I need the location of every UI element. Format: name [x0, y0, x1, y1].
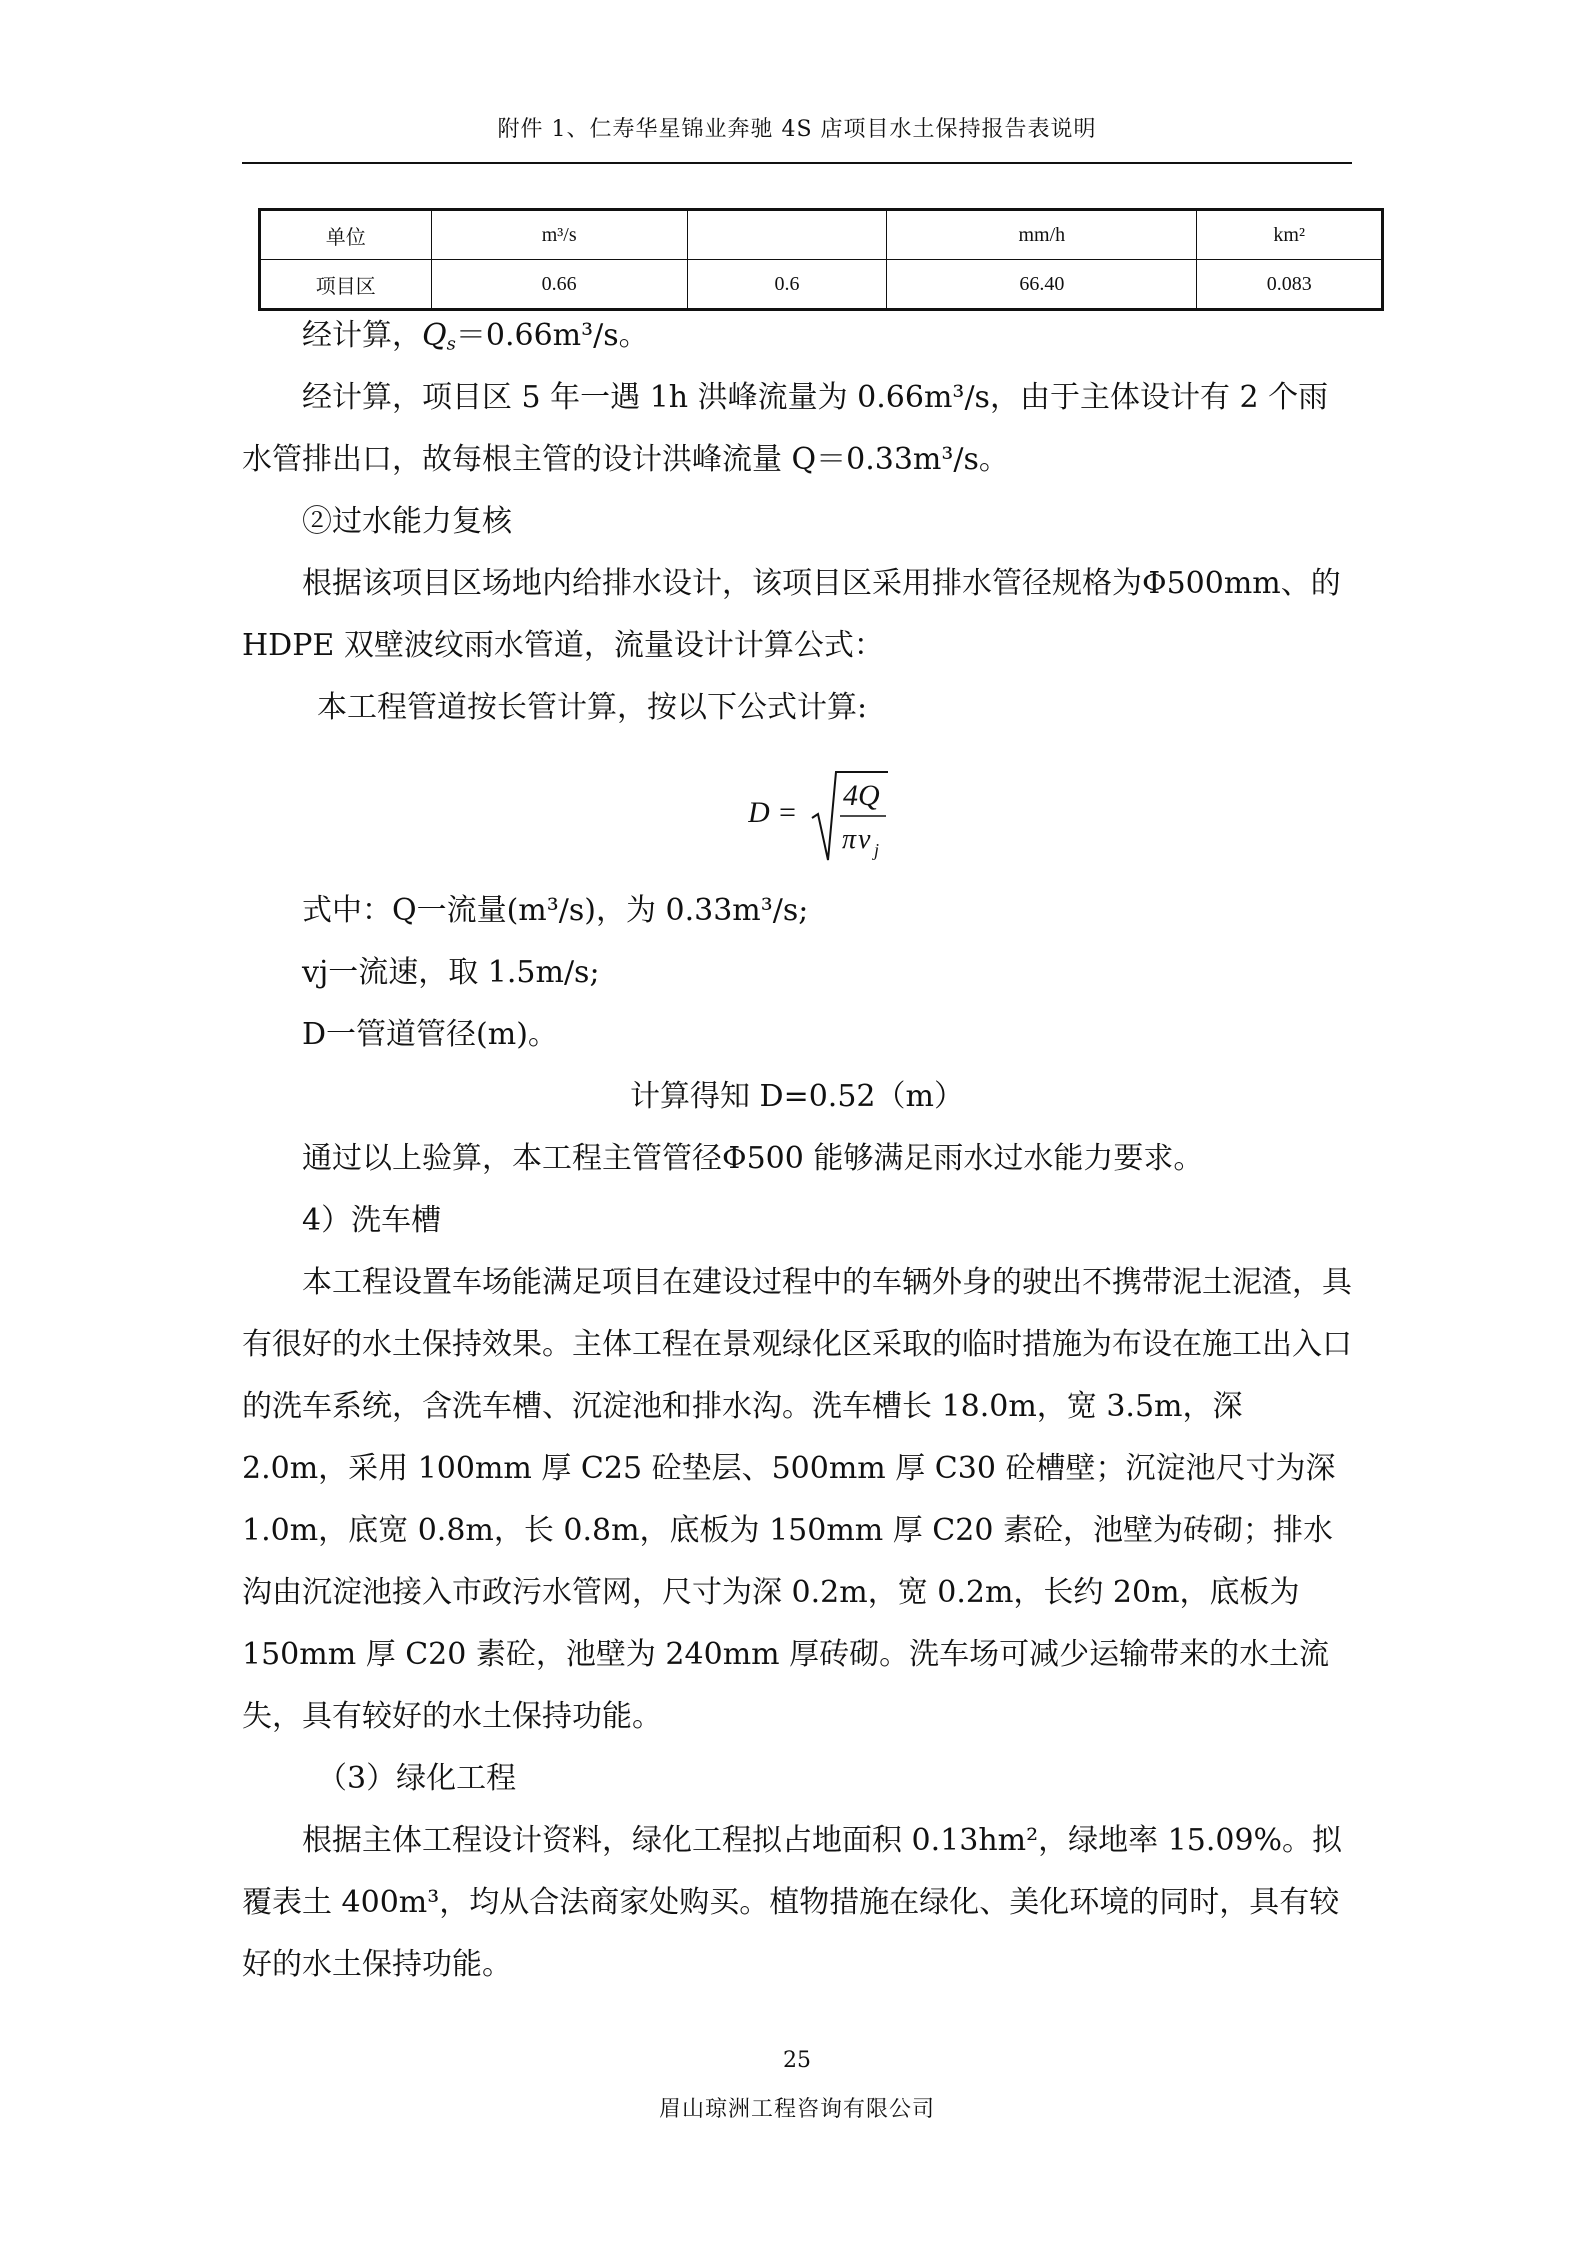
- table-cell: 0.66: [431, 260, 687, 310]
- table-cell: mm/h: [887, 210, 1197, 260]
- body-lower: [242, 880, 1352, 1996]
- formula-den-v: v: [858, 824, 871, 855]
- var-q: Q: [422, 318, 447, 353]
- table-cell: 66.40: [887, 260, 1197, 310]
- table-row: [260, 260, 1383, 310]
- paragraph-result-d: 计算得知 D=0.52（m）: [630, 1079, 964, 1114]
- text-span: ＝0.66m³/s。: [455, 318, 649, 353]
- paragraph-where-q: 式中：Q一流量(m³/s)，为 0.33m³/s;: [302, 893, 809, 928]
- formula-numerator: 4Q: [843, 779, 880, 812]
- table-cell: 0.6: [687, 260, 886, 310]
- table-cell: 项目区: [260, 260, 432, 310]
- var-q-subscript: s: [446, 333, 456, 355]
- paragraph-vj: vj一流速，取 1.5m/s;: [302, 955, 600, 990]
- paragraph-long-pipe: 本工程管道按长管计算，按以下公式计算:: [317, 690, 868, 725]
- table-cell: m³/s: [431, 210, 687, 260]
- paragraph-qs-result: [242, 305, 1352, 367]
- formula-den-subscript: j: [874, 840, 880, 860]
- table-cell: 0.083: [1197, 260, 1383, 310]
- section-heading-capacity-check: ②过水能力复核: [302, 504, 512, 539]
- formula-lhs: D =: [748, 796, 798, 829]
- section-heading-car-wash: 4）洗车槽: [302, 1203, 442, 1238]
- text-span: 经计算，: [302, 318, 422, 353]
- paragraph-verification: 通过以上验算，本工程主管管径Φ500 能够满足雨水过水能力要求。: [302, 1141, 1204, 1176]
- paragraph-greening: 根据主体工程设计资料，绿化工程拟占地面积 0.13hm²，绿地率 15.09%。拟覆表土 400m³，均从合法商家处购买。植物措施在绿化、美化环境的同时，具有较好的水土保持功能。: [242, 1823, 1343, 1982]
- formula-den-pi: π: [842, 824, 857, 855]
- body-upper: [242, 305, 1352, 739]
- header-rule: [242, 162, 1352, 164]
- pipe-diameter-formula: [748, 760, 908, 870]
- paragraph-car-wash: 本工程设置车场能满足项目在建设过程中的车辆外身的驶出不携带泥土泥渣，具有很好的水土保持效果。主体工程在景观绿化区采取的临时措施为布设在施工出入口的洗车系统，含洗车槽、沉淀池和排水沟。洗车槽长 18.0m，宽 3.5m，深 2.0m，采用 100mm 厚 C25 砼垫层、500mm 厚 C30 砼槽壁；沉淀池尺寸为深 1.0m，底宽 0.8m，长 0.8m，底板为 150mm 厚 C20 素砼，池壁为砖砌；排水沟由沉淀池接入市政污水管网，尺寸为深 0.2m，宽 0.2m，长约 20m，底板为 150mm 厚 C20 素砼，池壁为 240mm 厚砖砌。洗车场可减少运输带来的水土流失，具有较好的水土保持功能。: [242, 1265, 1352, 1734]
- paragraph-pipe-design: 根据该项目区场地内给排水设计，该项目区采用排水管径规格为Φ500mm、的 HDPE 双壁波纹雨水管道，流量设计计算公式：: [242, 566, 1341, 663]
- formula-svg: [748, 760, 908, 870]
- paragraph-flood-flow: 经计算，项目区 5 年一遇 1h 洪峰流量为 0.66m³/s，由于主体设计有 2 个雨水管排出口，故每根主管的设计洪峰流量 Q＝0.33m³/s。: [242, 380, 1329, 477]
- table-cell: km²: [1197, 210, 1383, 260]
- page-number: 25: [783, 2048, 811, 2073]
- paragraph-d: D一管道管径(m)。: [302, 1017, 558, 1052]
- table-cell: [687, 210, 886, 260]
- parameter-table: [258, 208, 1384, 311]
- table-row: [260, 210, 1383, 260]
- section-heading-greening: （3）绿化工程: [317, 1761, 517, 1796]
- table-cell: 单位: [260, 210, 432, 260]
- page-header-title: 附件 1、仁寿华星锦业奔驰 4S 店项目水土保持报告表说明: [497, 117, 1097, 142]
- footer-company: 眉山琼洲工程咨询有限公司: [658, 2097, 935, 2122]
